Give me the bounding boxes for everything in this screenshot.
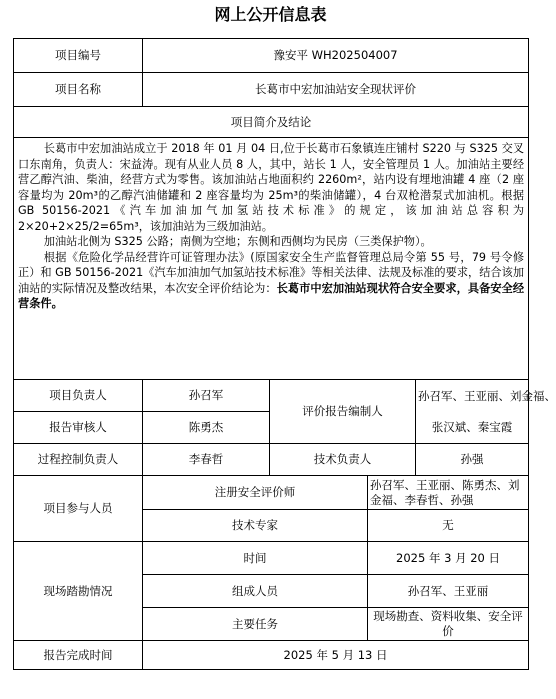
row-summary-header <box>14 107 529 138</box>
leader-value: 孙召军 <box>143 380 270 412</box>
evaluators-value: 孙召军、王亚丽、陈勇杰、刘金福、李春哲、孙强 <box>368 476 529 510</box>
completion-label: 报告完成时间 <box>14 641 143 670</box>
completion-value: 2025 年 5 月 13 日 <box>143 641 529 670</box>
members-label: 组成人员 <box>143 575 368 608</box>
leader-label: 项目负责人 <box>14 380 143 412</box>
project-no-label: 项目编号 <box>14 39 143 73</box>
tech-value: 孙强 <box>416 444 529 476</box>
row-evaluators <box>14 476 529 510</box>
summary-paragraph-2: 加油站北侧为 S325 公路；南侧为空地；东侧和西侧均为民房（三类保护物）。 <box>43 235 432 248</box>
report-writer-value <box>416 380 556 444</box>
participants-label: 项目参与人员 <box>14 476 143 542</box>
row-project-no <box>14 39 529 73</box>
experts-value: 无 <box>368 510 529 542</box>
time-label: 时间 <box>143 542 368 575</box>
summary-paragraph-3-text: 根据《危险化学品经营许可证管理办法》(原国家安全生产监督管理总局令第 55 号，79 号令修正）和 GB 50156-2021《汽车加油加气加氢站技术标准》等相关法律、法规及标准的要求，结合该加油站的实际情况及整改结果，本次安全评价结论为： <box>18 250 525 295</box>
reviewer-label: 报告审核人 <box>14 412 143 444</box>
info-table <box>13 38 556 670</box>
report-writer-value-line-2: 张汉斌、秦宝霞 <box>431 419 513 434</box>
page-title: 网上公开信息表 <box>214 5 327 24</box>
experts-label: 技术专家 <box>143 510 368 542</box>
tech-label: 技术负责人 <box>270 444 416 476</box>
tasks-label: 主要任务 <box>143 608 368 641</box>
row-summary <box>14 138 529 380</box>
evaluators-label: 注册安全评价师 <box>143 476 368 510</box>
reviewer-value: 陈勇杰 <box>143 412 270 444</box>
row-survey-time <box>14 542 529 575</box>
report-writer-label: 评价报告编制人 <box>270 380 416 444</box>
row-leader <box>14 380 529 412</box>
row-process <box>14 444 529 476</box>
summary-content <box>14 138 529 380</box>
survey-label: 现场踏勘情况 <box>14 542 143 641</box>
tasks-value: 现场勘查、资料收集、安全评价 <box>368 608 529 641</box>
summary-paragraph-1: 长葛市中宏加油站成立于 2018 年 01 月 04 日,位于长葛市石象镇连庄铺村 S220 与 S325 交叉口东南角，负责人：宋益涛。现有从业人员 8 人，其中，站长 1 人，安全管理员 1 人。加油站主要经营乙醇汽油、柴油，经营方式为零售。该加油站占地面积约 2260m²，站内设有埋地油罐 4 座（2 座容量均为 20m³的乙醇汽油储罐和 2 座容量均为 25m³的柴油储罐），4 台双枪潜泵式加油机。根据 GB 50156-2021《汽车加油加气加氢站技术标准》的规定，该加油站总容积为 2×20+2×25/2=65m³，该加油站为三级加油站。 <box>18 142 525 233</box>
process-value: 李春哲 <box>143 444 270 476</box>
summary-conclusion: 长葛市中宏加油站现状符合安全要求，具备安全经营条件。 <box>18 281 525 310</box>
project-name-value: 长葛市中宏加油站安全现状评价 <box>143 73 529 107</box>
time-value: 2025 年 3 月 20 日 <box>368 542 529 575</box>
process-label: 过程控制负责人 <box>14 444 143 476</box>
report-writer-value-line-1: 孙召军、王亚丽、刘金福、 <box>418 388 556 403</box>
members-value: 孙召军、王亚丽 <box>368 575 529 608</box>
summary-paragraph-3 <box>18 250 524 312</box>
row-completion <box>14 641 529 670</box>
project-name-label: 项目名称 <box>14 73 143 107</box>
project-no-value: 豫安平 WH202504007 <box>143 39 529 73</box>
summary-header: 项目简介及结论 <box>14 107 529 138</box>
row-project-name <box>14 73 529 107</box>
